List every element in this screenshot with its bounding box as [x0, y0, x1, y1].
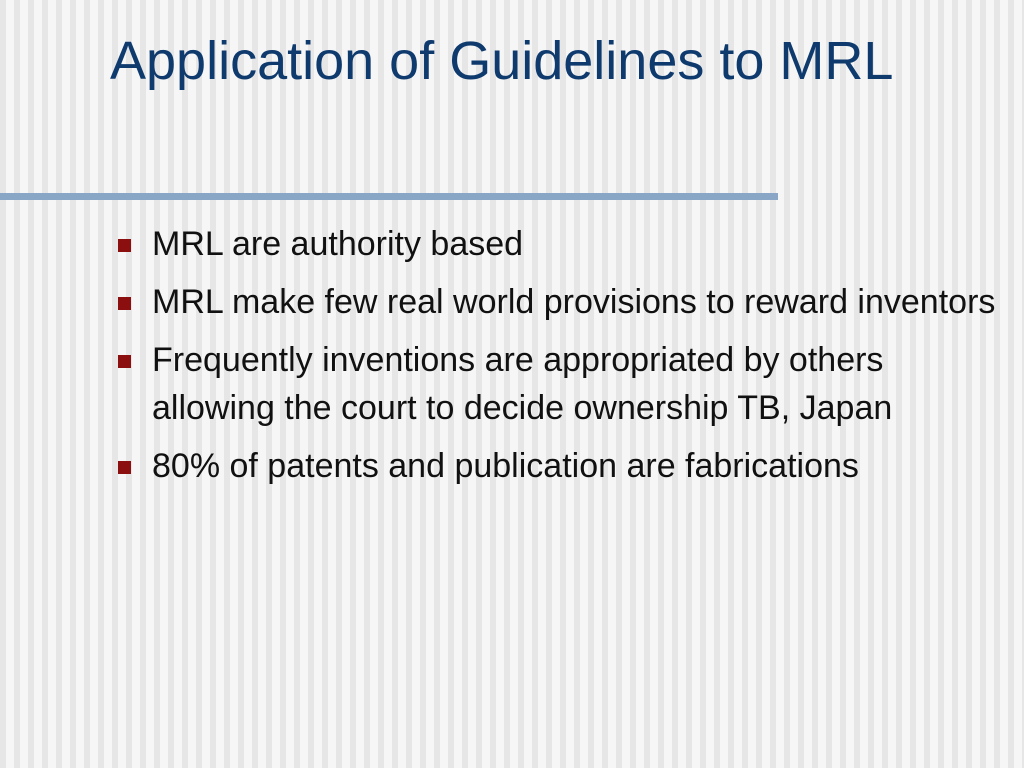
bullet-text: 80% of patents and publication are fabrications — [152, 447, 859, 485]
bullet-text: Frequently inventions are appropriated by others allowing the court to decide ownership TB, Japan — [152, 341, 893, 427]
bullet-text: MRL make few real world provisions to reward inventors — [152, 283, 996, 321]
bullet-text: MRL are authority based — [152, 225, 524, 263]
bullet-item — [114, 220, 1004, 268]
square-bullet-icon — [118, 461, 131, 474]
bullet-item — [114, 442, 1004, 490]
bullet-list — [114, 220, 1004, 500]
bullet-item — [114, 336, 1004, 432]
square-bullet-icon — [118, 355, 131, 368]
square-bullet-icon — [118, 239, 131, 252]
bullet-item — [114, 278, 1004, 326]
title-divider — [0, 193, 778, 200]
square-bullet-icon — [118, 297, 131, 310]
slide-title: Application of Guidelines to MRL — [110, 31, 894, 91]
